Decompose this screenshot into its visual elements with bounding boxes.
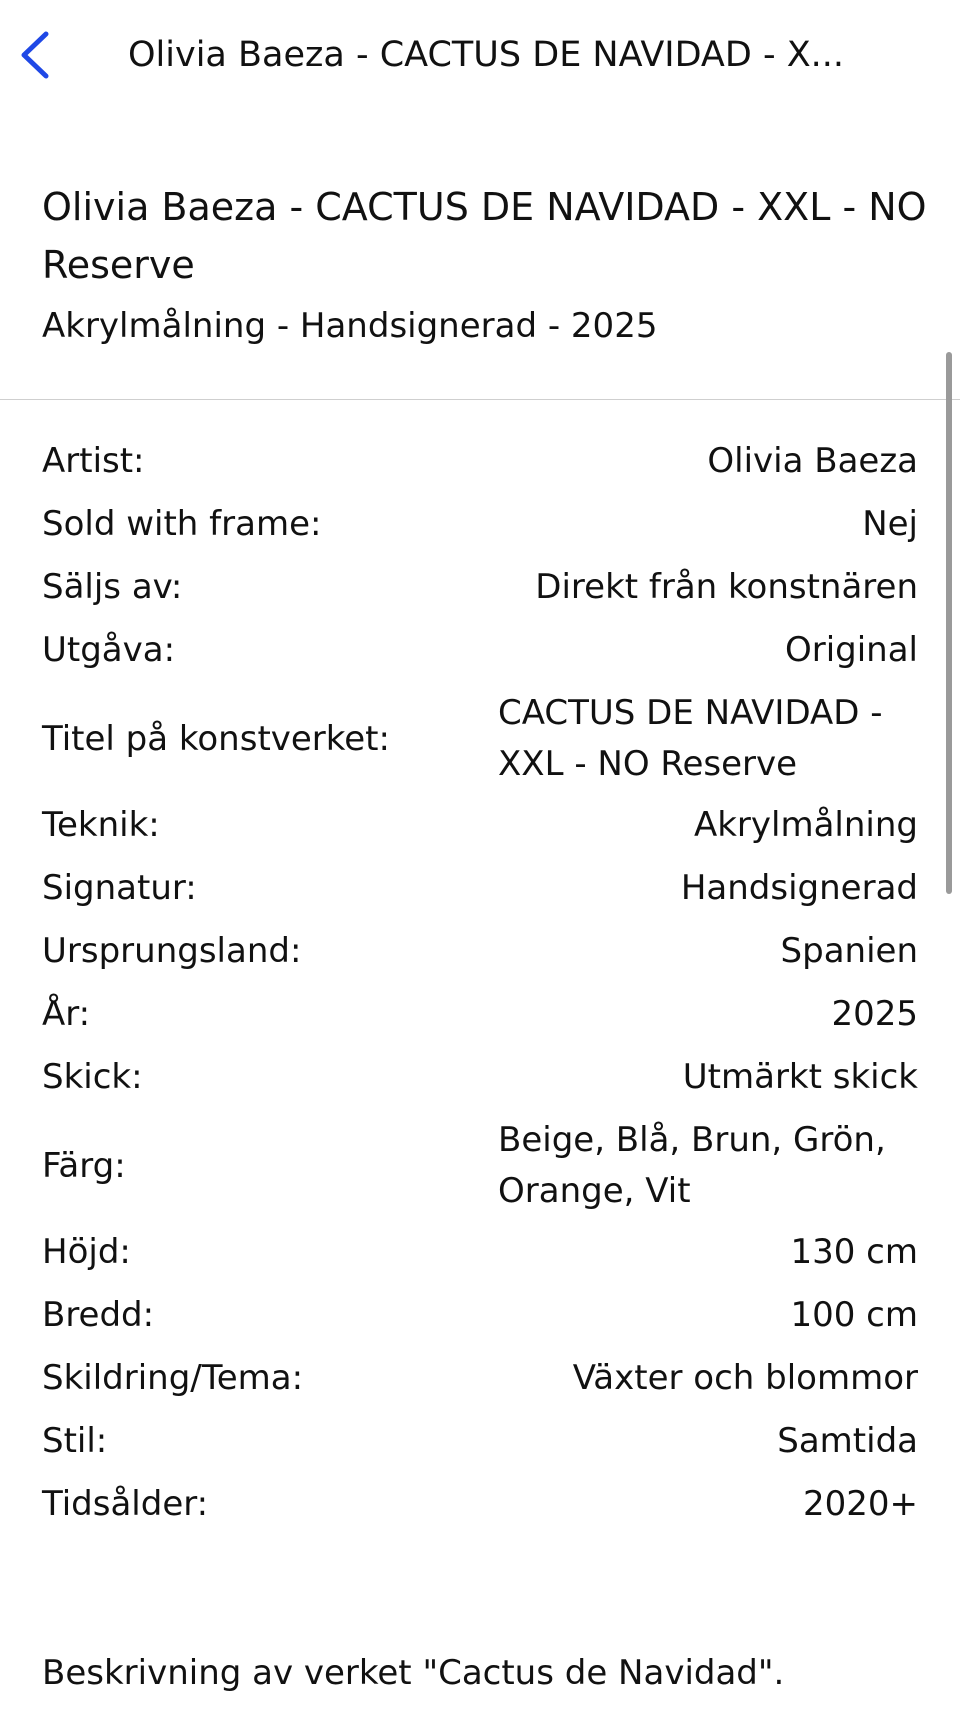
attr-value: Spanien [780,931,918,971]
attr-row-theme [42,1353,918,1404]
attr-label: Höjd: [42,1232,131,1272]
attr-row-country [42,926,918,977]
attr-row-artist [42,436,918,487]
attr-value: Direkt från konstnären [535,567,918,607]
attr-label: Bredd: [42,1295,155,1335]
chevron-left-icon [14,28,58,82]
description-heading: Beskrivning av verket "Cactus de Navidad". [42,1653,785,1693]
attr-label: Utgåva: [42,630,176,670]
listing-title: Olivia Baeza - CACTUS DE NAVIDAD - XXL - NO Reserve [42,185,927,287]
attr-row-height [42,1227,918,1278]
attr-label: Säljs av: [42,567,183,607]
attr-label: Sold with frame: [42,504,322,544]
attr-row-width [42,1290,918,1341]
attr-label: År: [42,994,91,1034]
attr-value: CACTUS DE NAVIDAD - XXL - NO Reserve [498,693,883,784]
attr-row-color [42,1115,918,1217]
attr-value: Akrylmålning [693,805,918,845]
attr-label: Titel på konstverket: [42,718,390,759]
attr-row-edition [42,625,918,676]
attr-label: Skildring/Tema: [42,1358,304,1398]
attr-label: Stil: [42,1421,108,1461]
nav-title: Olivia Baeza - CACTUS DE NAVIDAD - X... [128,35,845,75]
attr-value: Utmärkt skick [682,1057,918,1097]
attr-label: Tidsålder: [42,1484,209,1524]
attr-label: Artist: [42,441,145,481]
nav-bar [0,0,960,110]
attr-row-artwork-title [42,688,918,790]
attr-value: 2020+ [802,1484,918,1524]
attr-row-style [42,1416,918,1467]
attr-value: 2025 [831,994,918,1034]
attr-value: Olivia Baeza [707,441,918,481]
back-button[interactable] [14,28,58,82]
attr-label: Ursprungsland: [42,931,302,971]
attr-row-signature [42,863,918,914]
attr-value: Beige, Blå, Brun, Grön, Orange, Vit [498,1120,886,1211]
attr-label: Färg: [42,1145,126,1186]
attr-row-technique [42,800,918,851]
attr-row-condition [42,1052,918,1103]
attr-label: Skick: [42,1057,143,1097]
attr-value: Handsignerad [680,868,918,908]
scrollbar[interactable] [946,352,952,894]
attr-label: Signatur: [42,868,197,908]
listing-header [42,178,942,348]
attr-value: Växter och blommor [572,1358,918,1398]
attr-value: 130 cm [790,1232,918,1272]
listing-subtitle: Akrylmålning - Handsignerad - 2025 [42,306,658,346]
attr-row-period [42,1479,918,1530]
attr-value: Nej [862,504,918,544]
attr-value: Original [784,630,918,670]
attr-value: 100 cm [790,1295,918,1335]
attr-value: Samtida [777,1421,918,1461]
attr-row-sold-with-frame [42,499,918,550]
attribute-list [42,436,918,1542]
attr-row-year [42,989,918,1040]
attr-row-sold-by [42,562,918,613]
header-divider [0,399,960,400]
attr-label: Teknik: [42,805,160,845]
